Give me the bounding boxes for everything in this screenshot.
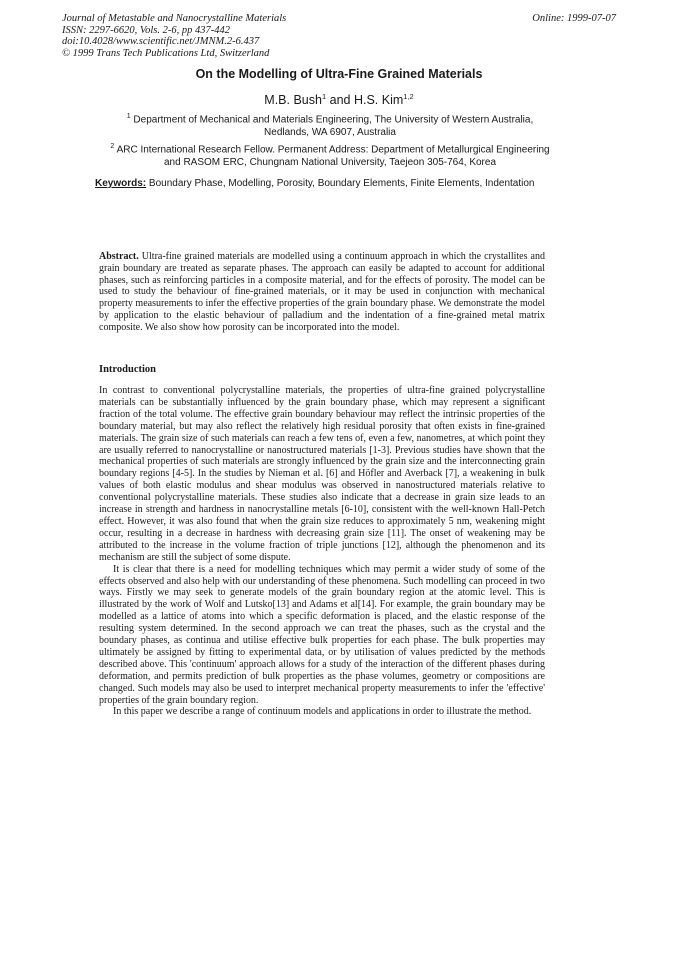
- issn-line: ISSN: 2297-6620, Vols. 2-6, pp 437-442: [62, 24, 230, 36]
- paragraph: In contrast to conventional polycrystalline materials, the properties of ultra-fine grained polycrystalline materials can be substantially influenced by the grain boundary phase, which may represent a significant fraction of the total volume. The effective grain boundary behaviour may reflect the intrinsic properties of the boundary material, but may also reflect the relatively high residual porosity that often exists in fine-grained materials. The grain size of such materials can reach a few tens of, even a few, nanometres, at which point they are usually referred to nanocrystalline or nanostructured materials [1-3]. Previous studies have shown that the mechanical properties of such materials are strongly influenced by the grain size and the interconnecting grain boundary regions [4-5]. In the studies by Nieman et al. [6] and Höfler and Averback [7], a weakening in bulk values of both elastic modulus and shear modulus was observed in nanostructured materials relative to conventional polycrystalline materials. These studies also indicate that a decrease in grain size leads to an increase in strength and hardness in nanocrystalline metals [6-10], consistent with the well-known Hall-Petch effect. However, it was also found that when the grain size reduces to approximately 5 nm, weakening might occur, resulting in a decrease in hardness with decreasing grain size [11]. The onset of weakening may be attributed to the increase in the volume fraction of triple junctions [12], although the phenomenon and its mechanism are still the subject of some dispute.: [99, 385, 545, 563]
- author-line: [0, 92, 678, 107]
- doi-line[interactable]: doi:10.4028/www.scientific.net/JMNM.2-6.437: [62, 36, 260, 47]
- affiliation-marker: 2: [110, 143, 115, 150]
- paragraph: In this paper we describe a range of continuum models and applications in order to illustrate the method.: [113, 706, 532, 718]
- author-name: M.B. Bush: [264, 93, 322, 108]
- author-conjunction: and: [326, 93, 354, 108]
- copyright-line: © 1999 Trans Tech Publications Ltd, Switzerland: [62, 47, 270, 59]
- introduction-body: [99, 385, 545, 718]
- online-date: Online: 1999-07-07: [532, 13, 616, 24]
- abstract-label: Abstract.: [99, 251, 139, 262]
- affiliation-text: Department of Mechanical and Materials Engineering, The University of Western Australia, Nedlands, WA 6907, Australia: [133, 114, 534, 138]
- abstract: [99, 251, 545, 334]
- author-affil-marker: 1: [321, 92, 327, 101]
- keywords-list: Boundary Phase, Modelling, Porosity, Boundary Elements, Finite Elements, Indentation: [146, 178, 535, 189]
- affiliation-text: ARC International Research Fellow. Permanent Address: Department of Metallurgical Engineering and RASOM ERC, Chungnam National University, Taejeon 305-764, Korea: [116, 144, 550, 168]
- keywords: [95, 178, 545, 191]
- journal-name: Journal of Metastable and Nanocrystalline Materials: [62, 13, 287, 24]
- affiliation-marker: 1: [126, 113, 131, 120]
- paper-title: On the Modelling of Ultra-Fine Grained Materials: [195, 67, 483, 81]
- keywords-label: Keywords:: [95, 178, 147, 189]
- section-heading-introduction: Introduction: [99, 364, 156, 375]
- affiliation-2: [110, 141, 550, 169]
- affiliation-1: [110, 111, 550, 139]
- author-affil-marker: 1,2: [403, 92, 414, 101]
- paragraph: It is clear that there is a need for modelling techniques which may permit a wider study of some of the effects observed and also help with our understanding of these phenomena. Such modelling can proceed in two ways. Firstly we may seek to generate models of the grain boundary region at the atomic level. This is illustrated by the work of Wolf and Lutsko[13] and Adams et al[14]. For example, the grain boundary may be modelled as a lattice of atoms into which a specific deformation is placed, and the elastic response of the resulting system determined. In the second approach we can treat the phases, such as the crystal and the boundary phases, as continua and utilise effective bulk properties for each phase. The bulk properties may ultimately be assigned by fitting to experimental data, or by utilisation of values predicted by the methods described above. This 'continuum' approach allows for a study of the interaction of the different phases during deformation, and permits prediction of bulk properties as the phase volumes, geometry or compositions are changed. Such models may also be used to interpret mechanical property measurements to infer the 'effective' properties of the grain boundary region.: [99, 563, 545, 706]
- author-name: H.S. Kim: [353, 93, 404, 108]
- journal-header: [62, 13, 422, 59]
- abstract-text: Ultra-fine grained materials are modelled using a continuum approach in which the crystallites and grain boundary are treated as separate phases. The approach can easily be adapted to account for additional phases, such as reinforcing particles in a composite material, and for the effects of porosity. The model can be used to study the behaviour of fine-grained materials, or it may be used in conjunction with mechanical property measurements to infer the effective properties of the grain boundary phase. We demonstrate the model by application to the elastic behaviour of palladium and the indentation of a fine-grained metal matrix composite. We also show how porosity can be incorporated into the model.: [99, 251, 545, 333]
